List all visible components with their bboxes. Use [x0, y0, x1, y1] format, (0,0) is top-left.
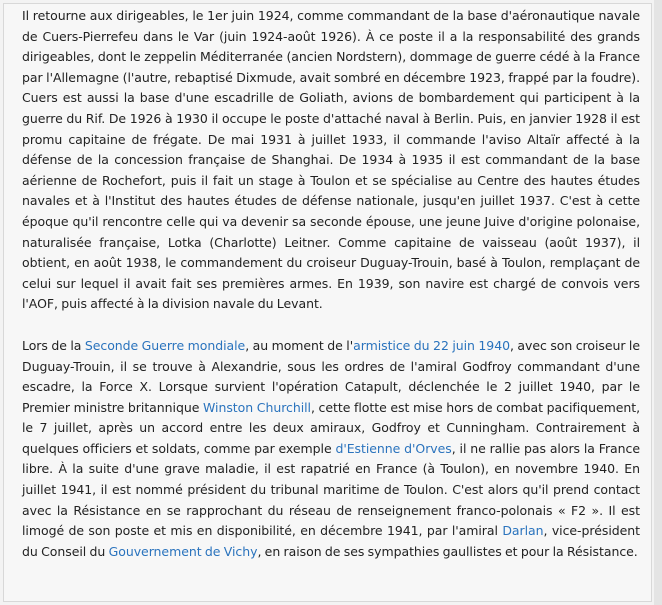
link-darlan[interactable]: Darlan [502, 523, 544, 539]
paragraph-text: , il ne rallie pas alors la France libre. À la suite d'une grave maladie, il est rapatrié en France (à Toulon), en novembre 1940. En juillet 1941, il est nommé président du tribunal maritime de Toulon. C'est alors qu'il prend contact avec la Résistance en se rapprochant du réseau de renseignement franco-polonais « F2 ». Il est limogé de son poste et mis en disponibilité, en décembre 1941, par l'amiral [22, 440, 640, 539]
paragraph-text: , au moment de l' [245, 337, 354, 353]
paragraph-2 [22, 336, 640, 563]
article-body [22, 6, 640, 562]
link-estienne-d-orves[interactable]: d'Estienne d'Orves [335, 440, 452, 456]
link-winston-churchill[interactable]: Winston Churchill [203, 399, 311, 415]
paragraph-text: , vice-président du Conseil du [22, 523, 640, 559]
paragraph-1 [22, 6, 640, 315]
link-armistice-22-juin-1940[interactable]: armistice du 22 juin 1940 [353, 337, 511, 353]
paragraph-text: , cette flotte est mise hors de combat pacifiquement, le 7 juillet, après un accord entre les deux amiraux, Godfroy et Cunningham. Contrairement à quelques officiers et soldats, comme par exemple [22, 399, 640, 456]
paragraph-text: Il retourne aux dirigeables, le 1er juin 1924, comme commandant de la base d'aéronautique navale de Cuers-Pierrefeu dans le Var (juin 1924-août 1926). À ce poste il a la responsabilité des grands dirigeables, dont le zeppelin Méditerranée (ancien Nordstern), dommage de guerre cédé à la France par l'Allemagne (l'autre, rebaptisé Dixmude, avait sombré en décembre 1923, frappé par la foudre). Cuers est aussi la base d'une escadrille de Goliath, avions de bombardement qui participent à la guerre du Rif. De 1926 à 1930 il occupe le poste d'attaché naval à Berlin. Puis, en janvier 1928 il est promu capitaine de frégate. De mai 1931 à juillet 1933, il commande l'aviso Altaïr affecté à la défense de la concession française de Shanghai. De 1934 à 1935 il est commandant de la base aérienne de Rochefort, puis il fait un stage à Toulon et se spécialise au Centre des hautes études navales et à l'Institut des hautes études de défense nationale, jusqu'en juillet 1937. C'est à cette époque qu'il rencontre celle qui va devenir sa seconde épouse, une jeune Juive d'origine polonaise, naturalisée française, Lotka (Charlotte) Leitner. Comme capitaine de vaisseau (août 1937), il obtient, en août 1938, le commandement du croiseur Duguay-Trouin, basé à Toulon, remplaçant de celui sur lequel il avait fait ses premières armes. En 1939, son navire est chargé de convois vers l'AOF, puis affecté à la division navale du Levant. [22, 8, 640, 312]
scrollbar[interactable] [654, 0, 662, 605]
paragraph-text: , en raison de ses sympathies gaullistes et pour la Résistance. [257, 543, 638, 559]
link-gouvernement-de-vichy[interactable]: Gouvernement de Vichy [108, 543, 258, 559]
paragraph-text: , avec son croiseur le Duguay-Trouin, il se trouve à Alexandrie, sous les ordres de l'amiral Godfroy commandant d'une escadre, la Force X. Lorsque survient l'opération Catapult, déclenchée le 2 juillet 1940, par le Premier ministre britannique [22, 337, 640, 415]
link-seconde-guerre-mondiale[interactable]: Seconde Guerre mondiale [84, 337, 246, 353]
paragraph-text: Lors de la [22, 337, 85, 353]
